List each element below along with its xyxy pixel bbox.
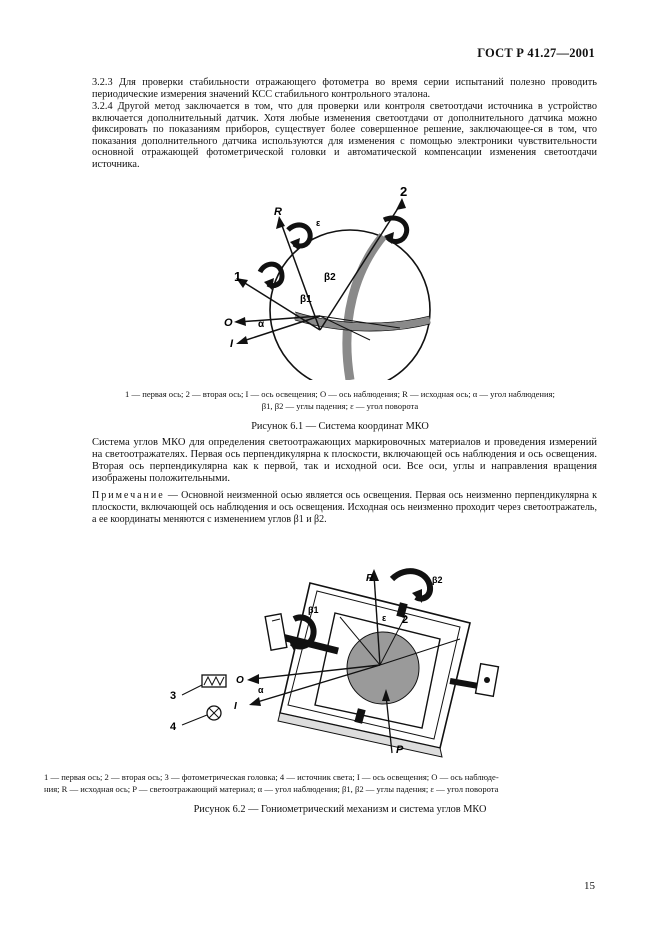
figure-6-1-legend-line1: 1 — первая ось; 2 — вторая ось; I — ось освещения; O — ось наблюдения; R — исходная ось; α — угол наблюдения;	[125, 389, 555, 399]
fig2-label-alpha: α	[258, 685, 264, 695]
rotation-arrow-r-icon	[288, 225, 310, 250]
figure-6-2-caption: Рисунок 6.2 — Гониометрический механизм и система углов МКО	[193, 804, 487, 815]
photometric-head-icon	[202, 675, 226, 687]
fig2-label-i: I	[234, 701, 237, 712]
fig1-label-beta1: β1	[300, 294, 312, 305]
right-block	[476, 664, 499, 697]
axis-1-line	[240, 280, 320, 330]
paragraph-3-2-4: 3.2.4 Другой метод заключается в том, что для проверки или контроля светоотдачи источника в устройство включается дополнительный датчик. Хотя любые изменения светоотдачи от дополнительного датчика можно фиксировать по показаниям приборов, существует более совершенное решение, заключающее-ся в том, что показания дополнительного датчика используются для изменения с помощью электроники чувствительности основной отражающей фотометрической головки и автоматической компенсации изменения светоотдачи источника.	[92, 101, 597, 170]
figure-6-2-legend	[44, 771, 604, 795]
paragraph-cie-system: Система углов МКО для определения светоотражающих маркировочных материалов и проведения измерений на светоотражателях. Первая ось перпендикулярна к плоскости, включающей ось наблюдения и ось освещения. Вторая ось перпендикулярна как к первой, так и исходной оси. Все оси, углы и направления вращения изображены положительными.	[92, 437, 597, 484]
page-number: 15	[584, 880, 595, 892]
fig1-label-r: R	[274, 206, 282, 218]
figure-6-1-caption: Рисунок 6.1 — Система координат МКО	[251, 421, 429, 432]
fig2-label-4: 4	[170, 721, 177, 733]
rotation-arrow-beta2-icon	[392, 571, 430, 603]
fig1-label-axis1: 1	[234, 269, 242, 284]
note-label: Примечание	[92, 490, 165, 501]
fig2-label-eps: ε	[382, 613, 387, 623]
figure-6-2-legend-line2: ния; R — исходная ось; P — светоотражающий материал; α — угол наблюдения; β1, β2 — углы падения; ε — угол поворота	[44, 784, 499, 794]
figure-6-1-legend-line2: β1, β2 — углы падения; ε — угол поворота	[261, 401, 419, 411]
fig1-label-o: O	[224, 317, 233, 329]
fig2-label-p: P	[396, 744, 404, 756]
note-text: — Основной неизменной осью является ось освещения. Первая ось неизменно перпендикулярна к плоскости, включающей ось наблюдения и ось освещения. Исходная ось неизменно проходит через светоотражатель, а ее координаты меняются с изменением углов β1 и β2.	[92, 490, 597, 525]
vertical-band	[347, 236, 383, 380]
figure-6-2-legend-line1: 1 — первая ось; 2 — вторая ось; 3 — фотометрическая головка; 4 — источник света; I — ось освещения; O — ось наблюде-	[44, 772, 499, 782]
fig1-label-alpha: α	[258, 319, 265, 330]
fig1-label-eps: ε	[316, 218, 321, 228]
left-knob	[265, 614, 287, 650]
fig2-label-beta2: β2	[432, 575, 443, 585]
light-source-icon	[207, 706, 221, 720]
standard-header: ГОСТ Р 41.27—2001	[477, 46, 595, 60]
rotation-arrow-1-icon	[260, 264, 282, 290]
fig1-label-axis2: 2	[400, 184, 408, 199]
fig2-label-2: 2	[402, 614, 409, 626]
figure-6-1-legend	[80, 388, 600, 412]
fig2-label-o: O	[236, 675, 244, 686]
figure-6-1-cie-coordinate-system	[200, 180, 460, 380]
axis-2-line	[320, 202, 402, 330]
figure-6-2-goniometer	[160, 553, 500, 763]
axis-i-line	[240, 316, 320, 342]
note-block	[92, 490, 597, 525]
fig2-label-r: R	[366, 573, 374, 584]
fig2-label-3: 3	[170, 690, 177, 702]
paragraph-3-2-3: 3.2.3 Для проверки стабильности отражающего фотометра во время серии испытаний полезно проводить периодические измерения значений КСС стабильного контрольного эталона.	[92, 77, 597, 100]
rotation-arrow-2-icon	[384, 218, 407, 244]
fig2-label-beta1: β1	[308, 605, 319, 615]
fig1-label-beta2: β2	[324, 272, 336, 283]
fig1-label-i: I	[230, 338, 234, 350]
